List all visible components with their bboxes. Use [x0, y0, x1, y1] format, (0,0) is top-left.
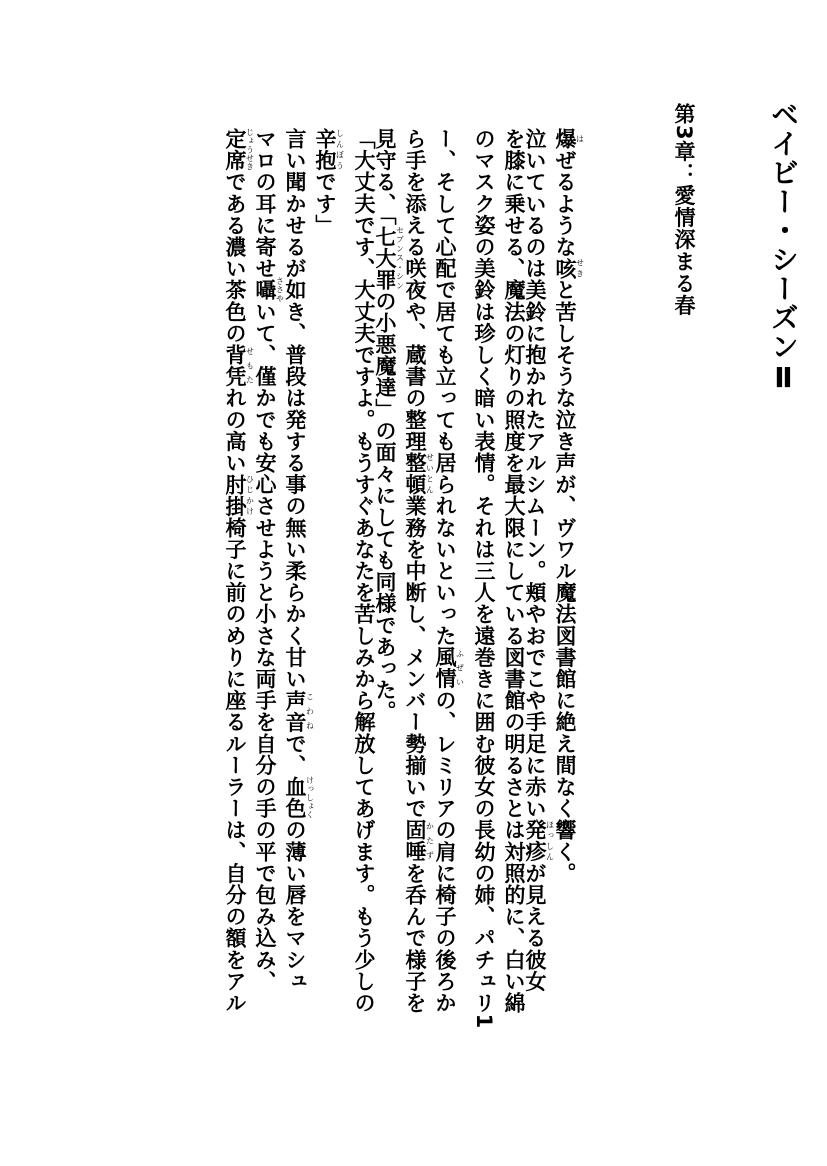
furigana-reading: せもた	[245, 344, 255, 388]
text-line: 爆はぜるような咳せきと苦しそうな泣き声が、ヴワル魔法図書館に絶え間なく響く。	[553, 128, 585, 885]
furigana-annotation: 辛抱しんぼう	[313, 128, 345, 172]
furigana-reading: しんぼう	[335, 128, 345, 172]
furigana-reading: かたず	[425, 819, 435, 863]
text-line: ー、そして心配で居ても立っても居られないといった風情ふぜいの、レミリアの肩に椅子の後ろか	[433, 128, 465, 1014]
furigana-reading: ささや	[275, 277, 285, 303]
furigana-annotation: 咳せき	[553, 257, 585, 280]
furigana-reading: けっしょく	[305, 776, 315, 820]
furigana-reading: せいとん	[425, 452, 435, 496]
text-line: を膝に乗せる、魔法の灯りの照度を最大限にしている図書館の明るさとは対照的に、白い綿	[502, 128, 526, 1014]
furigana-annotation: 血色けっしょく	[283, 776, 315, 820]
furigana-annotation: 七大罪セブンス・シン	[373, 225, 405, 291]
text-line: 言い聞かせるが如き、普段は発する事の無い柔らかく甘い声音こわねで、血色けっしょくの薄い唇をマシュ	[283, 128, 315, 993]
text-line: 見守る、「七大罪セブンス・シンの小悪魔達」の面々にしても同様であった。	[373, 128, 405, 723]
furigana-annotation: 発疹ほっしん	[523, 819, 555, 863]
furigana-reading: ほっしん	[545, 819, 555, 863]
text-line: のマスク姿の美鈴は珍しく暗い表情。それは三人を遠巻きに囲む彼女の長幼の姉、パチュリ1	[472, 128, 496, 1029]
furigana-annotation: 囁ささや	[253, 277, 285, 303]
furigana-annotation: 固唾かたず	[403, 819, 435, 863]
furigana-annotation: 爆は	[553, 128, 585, 150]
text-line: ら手を添える咲夜や、蔵書の整理整頓せいとん業務を中断し、メンバー勢揃いで固唾かたずを呑んで様子を	[403, 128, 435, 1014]
furigana-reading: じょうせき	[245, 128, 255, 172]
text-line: マロの耳に寄せ囁ささやいて、僅かでも安心させようと小さな両手を自分の手の平で包み込み、	[253, 128, 285, 993]
furigana-annotation: 背凭せもた	[223, 344, 255, 388]
furigana-reading: ひじかけ	[245, 473, 255, 517]
furigana-annotation: 風情ふぜい	[433, 646, 465, 690]
text-line: 定席じょうせきである濃い茶色の背凭せもたれの高い肘掛ひじかけ椅子に前のめりに座るルーラーは、自分の額をアル	[223, 128, 255, 1014]
furigana-annotation: 定席じょうせき	[223, 128, 255, 172]
text-line: 泣いているのは美鈴に抱かれたアルシムーン。頬やおでこや手足に赤い発疹ほっしんが見える彼女	[523, 128, 555, 993]
furigana-annotation: 整頓せいとん	[403, 452, 435, 496]
furigana-annotation: 声音こわね	[283, 689, 315, 733]
text-line: 「大丈夫です、大丈夫ですよ。もうすぐあなたを苦しみから解放してあげます。もう少しの	[352, 128, 376, 1014]
chapter-heading: 第3章：愛情深まる春	[672, 103, 696, 317]
furigana-reading: ふぜい	[455, 646, 465, 690]
book-title: ベイビー・シーズンⅡ	[767, 100, 800, 395]
furigana-reading: せき	[575, 257, 585, 280]
furigana-reading: こわね	[305, 689, 315, 733]
furigana-reading: セブンス・シン	[395, 225, 405, 291]
text-line: 辛抱しんぼうです」	[313, 128, 345, 237]
furigana-annotation: 肘掛ひじかけ	[223, 473, 255, 517]
furigana-reading: は	[575, 128, 585, 150]
